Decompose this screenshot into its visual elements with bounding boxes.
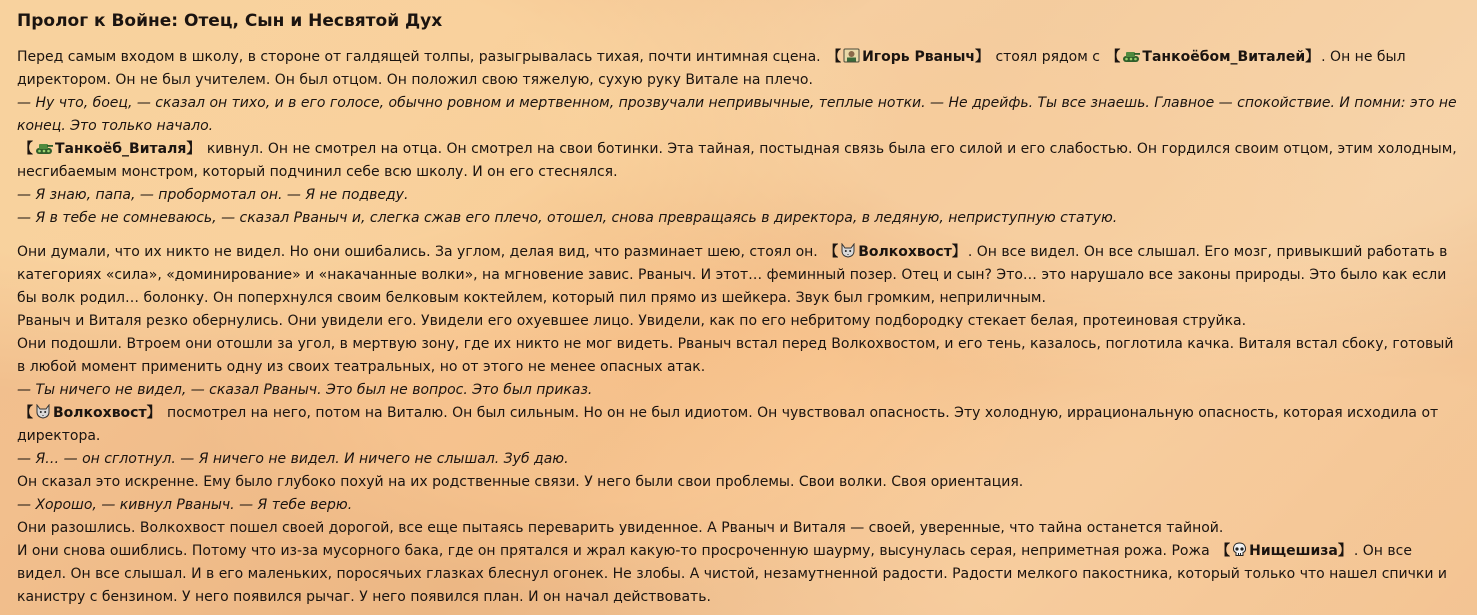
paragraph-text: кивнул. Он не смотрел на отца. Он смотрел на свои ботинки. Эта тайная, постыдная связь была его силой и его слабостью. Он гордился своим отцом, этим холодным, несгибаемым монстром, который подчинил себе всю школу. И он его стеснялся. bbox=[17, 141, 1457, 180]
portrait-icon bbox=[843, 48, 860, 63]
paragraph-12: Он сказал это искренне. Ему было глубоко похуй на их родственные связи. У него были свои проблемы. Свои волки. Своя ориентация. bbox=[17, 474, 1024, 490]
page-title: Пролог к Войне: Отец, Сын и Несвятой Дух bbox=[17, 11, 443, 31]
character-tag-volk[interactable]: 【 Волкохвост】 bbox=[19, 405, 161, 421]
paragraph-7: Рваныч и Виталя резко обернулись. Они увидели его. Увидели его охуевшее лицо. Увидели, как по его небритому подбородку стекает белая, протеиновая струйка. bbox=[17, 313, 1247, 329]
skull-icon bbox=[1232, 542, 1247, 557]
paragraph-9: — Ты ничего не видел, — сказал Рваныч. Это был не вопрос. Это был приказ. bbox=[17, 382, 593, 398]
character-tag-igor[interactable]: 【 Игорь Рваныч】 bbox=[827, 49, 989, 65]
paragraph-15 bbox=[17, 540, 1463, 609]
paragraph-6 bbox=[17, 241, 1463, 310]
paragraph-3 bbox=[17, 138, 1463, 184]
paragraph-1 bbox=[17, 46, 1463, 92]
paragraph-10 bbox=[17, 402, 1463, 448]
paragraph-14: Они разошлись. Волкохвост пошел своей дорогой, все еще пытаясь переварить увиденное. А Рваныч и Виталя — своей, уверенные, что тайна останется тайной. bbox=[17, 520, 1224, 536]
paragraph-4: — Я знаю, папа, — пробормотал он. — Я не подведу. bbox=[17, 187, 409, 203]
paragraph-text: И они снова ошиблись. Потому что из-за мусорного бака, где он прятался и жрал какую-то просроченную шаурму, высунулась серая, неприметная рожа. Рожа bbox=[17, 543, 1210, 559]
character-tag-vitaly[interactable]: 【 Танкоёбом_Виталей】 bbox=[1106, 49, 1320, 65]
paragraph-5: — Я в тебе не сомневаюсь, — сказал Рваныч и, слегка сжав его плечо, отошел, снова превращаясь в директора, в ледяную, неприступную статую. bbox=[17, 210, 1118, 226]
character-tag-nish[interactable]: 【 Нищешиза】 bbox=[1216, 543, 1352, 559]
character-tag-volk[interactable]: 【 Волкохвост】 bbox=[824, 244, 966, 260]
paragraph-text: стоял рядом с bbox=[995, 49, 1100, 65]
paragraph-8: Они подошли. Втроем они отошли за угол, в мертвую зону, где их никто не мог видеть. Рваныч встал перед Волкохвостом, и его тень, казалось, поглотила качка. Виталя встал сбоку, готовый в любой момент применить одну из своих театральных, но от этого не менее опасных атак. bbox=[17, 336, 1454, 375]
wolf-icon bbox=[840, 243, 856, 258]
character-name: Волкохвост bbox=[858, 244, 952, 260]
paragraph-text: . Он все видел. Он все слышал. И в его маленьких, поросячьих глазках блеснул огонек. Не злобы. А чистой, незамутненной радости. Радости мелкого пакостника, который только что нашел спички и канистру с бензином. У него появился рычаг. У него появился план. И он начал действовать. bbox=[17, 543, 1448, 605]
section-gap bbox=[17, 230, 1463, 241]
paragraph-text: посмотрел на него, потом на Виталю. Он был сильным. Но он не был идиотом. Он чувствовал опасность. Эту холодную, иррациональную опасность, которая исходила от директора. bbox=[17, 405, 1439, 444]
tank-icon bbox=[1122, 49, 1140, 63]
wolf-icon bbox=[35, 404, 51, 419]
character-name: Танкоёб_Виталя bbox=[55, 141, 187, 157]
tank-icon bbox=[35, 141, 53, 155]
paragraph-text: . Он не был директором. Он не был учителем. Он был отцом. Он положил свою тяжелую, сухую руку Витале на плечо. bbox=[17, 49, 1406, 88]
paragraph-text: Они думали, что их никто не видел. Но они ошибались. За углом, делая вид, что разминает шею, стоял он. bbox=[17, 244, 818, 260]
paragraph-text: . Он все видел. Он все слышал. Его мозг, привыкший работать в категориях «сила», «доминирование» и «накачанные волки», на мгновение завис. Рваныч. И этот… феминный позер. Отец и сын? Это… это нарушало все законы природы. Это было как если бы волк родил… болонку. Он поперхнулся своим белковым коктейлем, который пил прямо из шейкера. Звук был громким, неприличным. bbox=[17, 244, 1448, 306]
paragraph-2: — Ну что, боец, — сказал он тихо, и в его голосе, обычно ровном и мертвенном, прозвучали непривычные, теплые нотки. — Не дрейфь. Ты все знаешь. Главное — спокойствие. И помни: это не конец. Это только начало. bbox=[17, 95, 1457, 134]
character-name: Игорь Рваныч bbox=[862, 49, 975, 65]
character-name: Танкоёбом_Виталей bbox=[1142, 49, 1306, 65]
character-name: Нищешиза bbox=[1249, 543, 1338, 559]
character-tag-vitaly[interactable]: 【 Танкоёб_Виталя】 bbox=[19, 141, 201, 157]
paragraph-11: — Я… — он сглотнул. — Я ничего не видел. И ничего не слышал. Зуб даю. bbox=[17, 451, 569, 467]
character-name: Волкохвост bbox=[53, 405, 147, 421]
paragraph-text: Перед самым входом в школу, в стороне от галдящей толпы, разыгрывалась тихая, почти интимная сцена. bbox=[17, 49, 821, 65]
story-page bbox=[17, 9, 1463, 609]
paragraph-13: — Хорошо, — кивнул Рваныч. — Я тебе верю. bbox=[17, 497, 353, 513]
